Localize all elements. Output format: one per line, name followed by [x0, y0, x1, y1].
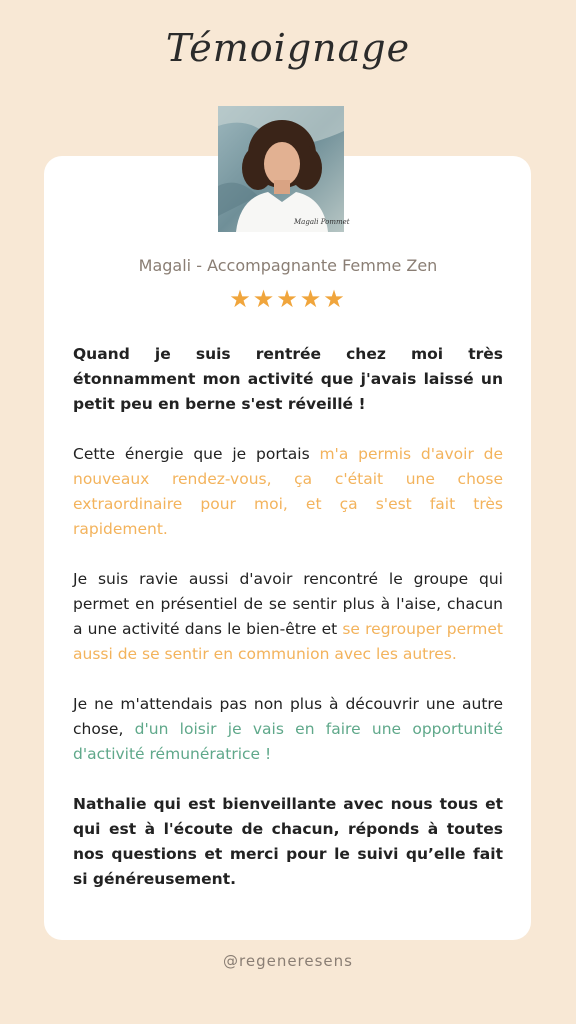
avatar	[218, 106, 350, 232]
testimonial-paragraph	[73, 442, 503, 542]
paragraph-segment: Cette énergie que je portais	[73, 445, 320, 463]
paragraph-segment: Nathalie qui est bienveillante avec nous tous et qui est à l'écoute de chacun, réponds à toutes nos questions et merci pour le suivi qu’elle fait si généreusement.	[73, 795, 503, 888]
star-icon: ★	[252, 285, 277, 313]
testimonial-body	[73, 342, 503, 917]
paragraph-segment: Quand je suis rentrée chez moi très étonnamment mon activité que j'avais laissé un petit peu en berne s'est réveillé !	[73, 345, 503, 413]
avatar-shirt-text: Magali Pommet	[294, 218, 350, 226]
star-icon: ★	[299, 285, 324, 313]
paragraph-segment: d'un loisir je vais en faire une opportunité d'activité rémunératrice !	[73, 720, 503, 763]
paragraph-segment: Je suis ravie aussi d'avoir rencontré le groupe qui permet en présentiel de se sentir plus à l'aise, chacun a une activité dans le bien-être et	[73, 570, 503, 638]
star-icon: ★	[229, 285, 253, 313]
social-handle: @regeneresens	[223, 952, 353, 970]
paragraph-segment: se regrouper permet aussi de se sentir en communion avec les autres.	[73, 620, 503, 663]
testimonial-paragraph	[73, 342, 503, 417]
author-name: Magali - Accompagnante Femme Zen	[138, 256, 438, 275]
testimonial-paragraph	[73, 692, 503, 767]
rating-stars	[0, 286, 576, 312]
testimonial-paragraph	[73, 792, 503, 892]
star-icon: ★	[276, 285, 300, 313]
paragraph-segment: m'a permis d'avoir de nouveaux rendez-vous, ça c'était une chose extraordinaire pour moi, et ça s'est fait très rapidement.	[73, 445, 503, 538]
testimonial-paragraph	[73, 567, 503, 667]
avatar-photo	[218, 106, 350, 232]
star-icon: ★	[323, 285, 347, 313]
paragraph-segment: Je ne m'attendais pas non plus à découvrir une autre chose,	[73, 695, 503, 738]
page-title: Témoignage	[165, 26, 411, 70]
